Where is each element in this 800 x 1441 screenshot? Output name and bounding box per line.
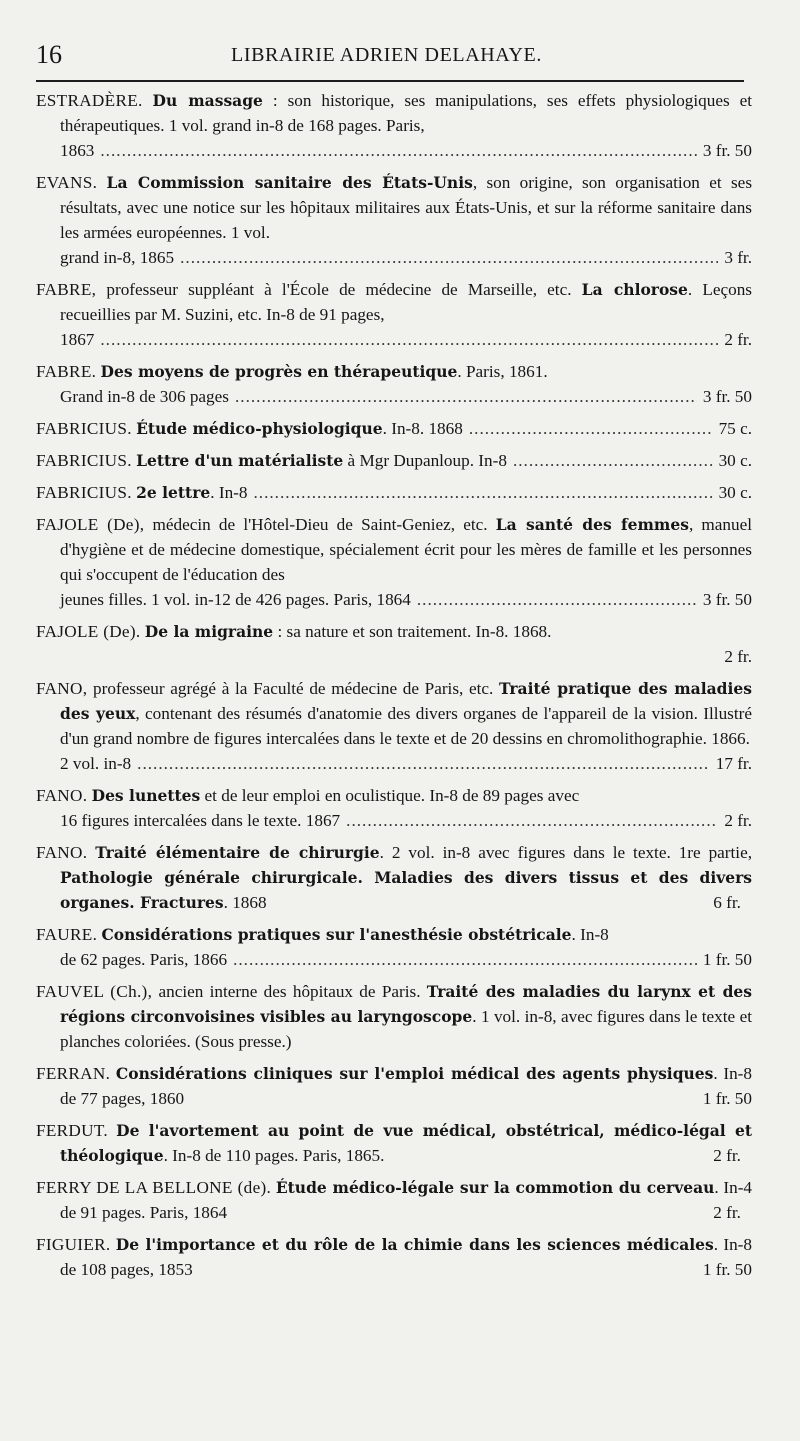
entry-author-note: professeur agrégé à la Faculté de médecine de Paris, etc. [87, 679, 499, 698]
leader-dots [137, 751, 710, 776]
entry-description: , son origine, son organisation et ses résultats, avec une notice sur les hôpitaux militaires aux États-Unis, et sur la réforme sanitaire dans les armées européennes. 1 vol. [60, 173, 753, 242]
entry-price-row [60, 245, 752, 270]
entry-price: 2 fr. [724, 647, 752, 666]
entry-author: FABRICIUS. [36, 451, 132, 470]
entry-edition: . In-8 de 108 pages, 1853 [60, 1235, 752, 1279]
entry-edition: jeunes filles. 1 vol. in-12 de 426 pages. Paris, 1864 [60, 590, 411, 609]
catalog-entry [36, 840, 752, 915]
leader-dots [346, 808, 718, 833]
entry-title: La chlorose [581, 280, 688, 299]
catalog-entry [36, 676, 752, 776]
catalog-entry [36, 1175, 752, 1225]
entry-description: et de leur emploi en oculistique. In-8 de 89 pages avec [200, 786, 580, 805]
entry-description: . 2 vol. in-8 avec figures dans le texte. 1re partie, [379, 843, 752, 862]
entry-edition: 2 vol. in-8 [60, 754, 132, 773]
entry-title: Traité des maladies du larynx et des régions circonvoisines visibles au laryngoscope [60, 982, 752, 1026]
entry-price-row [60, 947, 752, 972]
catalog-entry [36, 619, 752, 669]
leader-dots [417, 587, 697, 612]
catalog-entry [36, 480, 752, 505]
catalog-entries [36, 88, 752, 1289]
entry-title: De l'avortement au point de vue médical, obstétrical, médico-légal et théologique [60, 1121, 753, 1165]
entry-edition: de 62 pages. Paris, 1866 [60, 950, 228, 969]
entry-price: 3 fr. 50 [702, 387, 752, 406]
leader-dots [233, 947, 697, 972]
entry-edition: . 1868 [223, 893, 267, 912]
entry-description: : sa nature et son traitement. In-8. 1868. [273, 622, 552, 641]
entry-line [36, 416, 463, 441]
entry-edition: Grand in-8 de 306 pages [60, 387, 229, 406]
entry-edition: 1863 [60, 141, 95, 160]
entry-price: 3 fr. [724, 248, 752, 267]
entry-title: De la migraine [144, 622, 274, 641]
leader-dots [253, 480, 712, 505]
page-number: 16 [36, 40, 62, 69]
entry-author: FANO, [36, 679, 88, 698]
entry-price: 2 fr. [724, 811, 752, 830]
entry-edition: . In-8 [210, 483, 248, 502]
entry-edition: grand in-8, 1865 [60, 248, 175, 267]
page-header [36, 36, 744, 76]
entry-title: Lettre d'un matérialiste [136, 451, 344, 470]
entry-price-row [60, 808, 752, 833]
catalog-entry [36, 277, 752, 352]
entry-author: FERRAN. [36, 1064, 111, 1083]
entry-title: Considérations cliniques sur l'emploi médical des agents physiques [115, 1064, 714, 1083]
entry-price-row [36, 416, 752, 441]
entry-author: FERRY DE LA BELLONE (de). [36, 1178, 272, 1197]
entry-price-row [60, 327, 752, 352]
entry-edition: . In-8 de 77 pages, 1860 [60, 1064, 753, 1108]
entry-description: : son historique, ses manipulations, ses effets physiologiques et thérapeutiques. 1 vol. grand in-8 de 168 pages. Paris, [60, 91, 753, 135]
entry-price: 17 fr. [715, 754, 752, 773]
entry-author-note: ancien interne des hôpitaux de Paris. [152, 982, 427, 1001]
leader-dots [469, 416, 713, 441]
entry-price: 2 fr. [724, 330, 752, 349]
running-title: LIBRAIRIE ADRIEN DELAHAYE. [231, 44, 542, 66]
entry-line [36, 448, 507, 473]
catalog-entry [36, 416, 752, 441]
catalog-entry [36, 170, 752, 270]
entry-title: Des moyens de progrès en thérapeutique [100, 362, 458, 381]
catalog-entry [36, 979, 752, 1054]
catalog-entry [36, 1061, 752, 1111]
catalog-entry [36, 88, 752, 163]
entry-title: La Commission sanitaire des États-Unis [106, 173, 473, 192]
entry-author: FABRE. [36, 362, 97, 381]
entry-title: De l'importance et du rôle de la chimie dans les sciences médicales [115, 1235, 714, 1254]
entry-edition: 1867 [60, 330, 95, 349]
entry-author: FAUVEL (Ch.), [36, 982, 153, 1001]
entry-title: La santé des femmes [495, 515, 689, 534]
entry-title: Étude médico-légale sur la commotion du cerveau [275, 1178, 715, 1197]
entry-description: , contenant des résumés d'anatomie des divers organes de l'appareil de la vision. Illustré d'un grand nombre de figures intercalées dans le texte et de 20 dessins en chromolithographie. 1866. [60, 704, 752, 748]
entry-title: Étude médico-physiologique [136, 419, 383, 438]
entry-price: 3 fr. 50 [702, 590, 752, 609]
entry-price: 30 c. [718, 451, 752, 470]
entry-author: FANO. [36, 843, 88, 862]
entry-author: FAJOLE (De). [36, 622, 141, 641]
entry-description: . Paris, 1861. [457, 362, 548, 381]
catalog-entry [36, 1232, 752, 1282]
catalog-entry [36, 359, 752, 409]
entry-price: 1 fr. 50 [702, 1089, 752, 1108]
entry-author-note: professeur suppléant à l'École de médecine de Marseille, etc. [96, 280, 582, 299]
entry-title: Traité élémentaire de chirurgie [95, 843, 380, 862]
catalog-entry [36, 512, 752, 612]
entry-price: 1 fr. 50 [702, 950, 752, 969]
entry-price: 30 c. [718, 483, 752, 502]
entry-title: Du massage [152, 91, 263, 110]
entry-price: 75 c. [718, 419, 752, 438]
entry-description: . Leçons recueillies par M. Suzini, etc. In-8 de 91 pages, [60, 280, 752, 324]
leader-dots [100, 138, 696, 163]
entry-line [36, 480, 247, 505]
entry-price-row [60, 587, 752, 612]
entry-price: 3 fr. 50 [702, 141, 752, 160]
entry-author: FABRE, [36, 280, 97, 299]
entry-description: . 1 vol. in-8, avec figures dans le texte et planches coloriées. (Sous presse.) [60, 1007, 752, 1051]
entry-title: Des lunettes [91, 786, 201, 805]
entry-author: FAURE. [36, 925, 98, 944]
entry-edition: à Mgr Dupanloup. In-8 [343, 451, 507, 470]
header-rule [36, 80, 744, 82]
leader-dots [513, 448, 713, 473]
entry-price: 1 fr. 50 [702, 1260, 752, 1279]
entry-edition: . In-8. 1868 [382, 419, 463, 438]
entry-author: FIGUIER. [36, 1235, 111, 1254]
entry-author-note: médecin de l'Hôtel-Dieu de Saint-Geniez, etc. [144, 515, 496, 534]
entry-author: FERDUT. [36, 1121, 108, 1140]
catalog-entry [36, 448, 752, 473]
leader-dots [235, 384, 697, 409]
entry-title: Considérations pratiques sur l'anesthésie obstétricale [101, 925, 572, 944]
entry-edition: 16 figures intercalées dans le texte. 1867 [60, 811, 341, 830]
entry-author: EVANS. [36, 173, 98, 192]
entry-price: 6 fr. [713, 893, 741, 912]
entry-author: FABRICIUS. [36, 483, 132, 502]
leader-dots [100, 327, 718, 352]
entry-price-row [36, 448, 752, 473]
entry-title: 2e lettre [136, 483, 211, 502]
entry-edition: . In-4 de 91 pages. Paris, 1864 [60, 1178, 753, 1222]
entry-price-row [60, 138, 752, 163]
entry-description: , manuel d'hygiène et de médecine domestique, spécialement écrit pour les mères de famille et les personnes qui s'occupent de l'éducation des [60, 515, 752, 584]
entry-price-row [36, 480, 752, 505]
entry-author: FAJOLE (De), [36, 515, 145, 534]
entry-author: ESTRADÈRE. [36, 91, 143, 110]
leader-dots [180, 245, 718, 270]
catalog-entry [36, 1118, 752, 1168]
entry-price: 2 fr. [713, 1203, 741, 1222]
entry-edition: . In-8 de 110 pages. Paris, 1865. [163, 1146, 385, 1165]
catalog-entry [36, 783, 752, 833]
catalog-entry [36, 922, 752, 972]
entry-description: . In-8 [571, 925, 609, 944]
entry-price: 2 fr. [713, 1146, 741, 1165]
entry-subtitle: Pathologie générale chirurgicale. Maladies des divers tissus et des divers organes. Fractures [60, 868, 752, 912]
entry-price-row [60, 751, 752, 776]
entry-title: Traité pratique des maladies des yeux [60, 679, 752, 723]
entry-author: FABRICIUS. [36, 419, 132, 438]
entry-author: FANO. [36, 786, 88, 805]
entry-price-row [60, 384, 752, 409]
